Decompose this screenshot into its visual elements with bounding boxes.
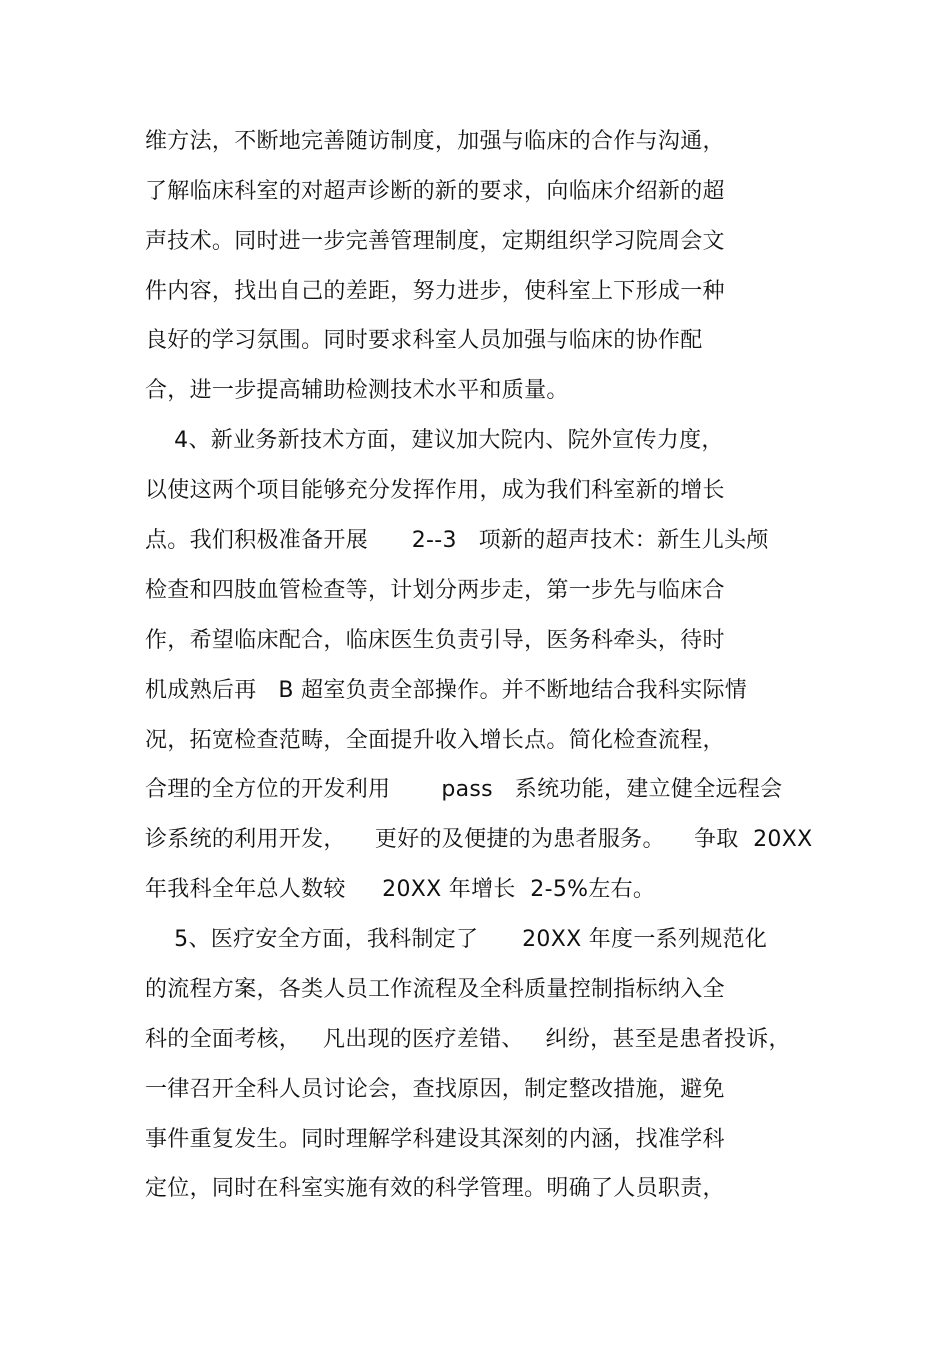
text-line: 年我科全年总人数较 20XX 年增长 2-5%左右。	[145, 877, 656, 902]
text-line: 机成熟后再 B 超室负责全部操作。并不断地结合我科实际情	[145, 678, 748, 703]
text-line: 的流程方案，各类人员工作流程及全科质量控制指标纳入全	[145, 977, 725, 1002]
text-line: 科的全面考核， 凡出现的医疗差错、 纠纷，甚至是患者投诉，	[145, 1027, 791, 1052]
text-line: 一律召开全科人员讨论会，查找原因，制定整改措施，避免	[145, 1077, 725, 1102]
text-line: 况，拓宽检查范畴，全面提升收入增长点。简化检查流程，	[145, 728, 725, 753]
text-line: 以使这两个项目能够充分发挥作用，成为我们科室新的增长	[145, 478, 725, 503]
text-line: 诊系统的利用开发， 更好的及便捷的为患者服务。 争取 20XX	[145, 827, 813, 852]
text-line: 4、新业务新技术方面，建议加大院内、院外宣传力度，	[145, 428, 724, 453]
text-line: 定位，同时在科室实施有效的科学管理。明确了人员职责，	[145, 1176, 725, 1201]
text-line: 事件重复发生。同时理解学科建设其深刻的内涵，找准学科	[145, 1127, 725, 1152]
text-line: 良好的学习氛围。同时要求科室人员加强与临床的协作配	[145, 328, 703, 353]
text-line: 声技术。同时进一步完善管理制度，定期组织学习院周会文	[145, 229, 725, 254]
text-line: 检查和四肢血管检查等，计划分两步走，第一步先与临床合	[145, 578, 725, 603]
text-line: 点。我们积极准备开展 2--3 项新的超声技术：新生儿头颅	[145, 528, 769, 553]
text-line: 合理的全方位的开发利用 pass 系统功能，建立健全远程会	[145, 777, 783, 802]
text-line: 件内容，找出自己的差距，努力进步，使科室上下形成一种	[145, 279, 725, 304]
text-line: 合，进一步提高辅助检测技术水平和质量。	[145, 378, 569, 403]
text-line: 5、医疗安全方面，我科制定了 20XX 年度一系列规范化	[145, 927, 768, 952]
text-line: 作，希望临床配合，临床医生负责引导，医务科牵头，待时	[145, 628, 725, 653]
text-line: 维方法，不断地完善随访制度，加强与临床的合作与沟通，	[145, 129, 725, 154]
text-line: 了解临床科室的对超声诊断的新的要求，向临床介绍新的超	[145, 179, 725, 204]
